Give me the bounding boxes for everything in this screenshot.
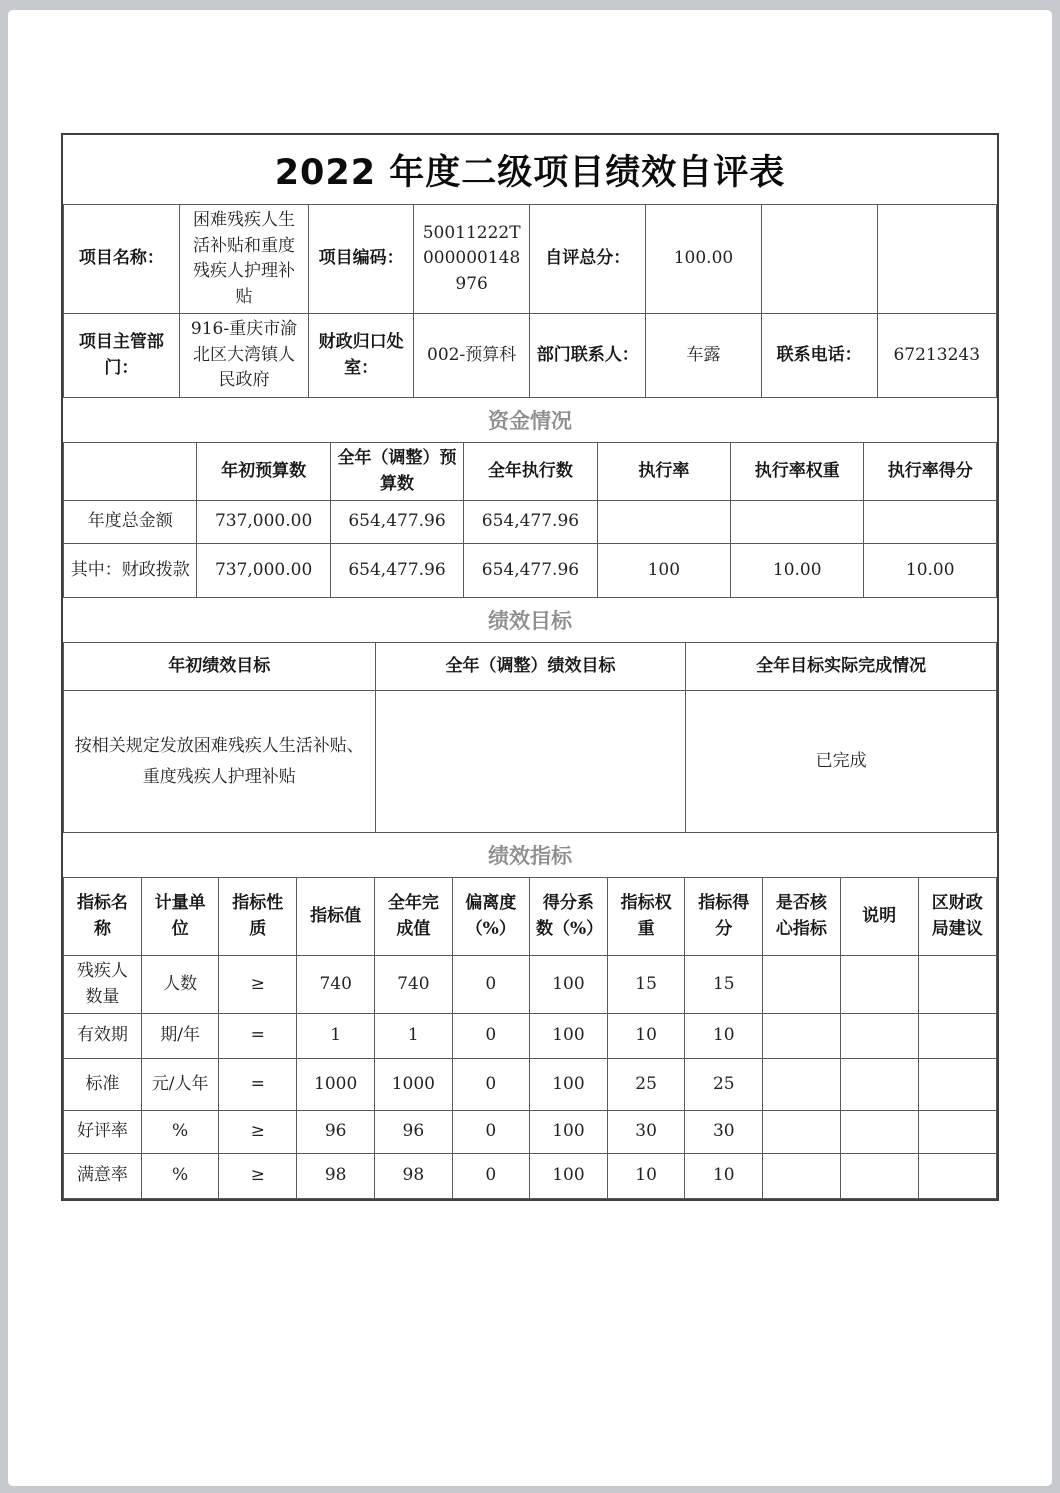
finance-office-value: 002-预算科 bbox=[413, 314, 530, 398]
goals-content-row bbox=[64, 691, 997, 833]
section-title-funding: 资金情况 bbox=[488, 409, 572, 433]
indicator-cell bbox=[840, 1111, 918, 1154]
funding-header-rate-weight: 执行率权重 bbox=[731, 443, 864, 501]
indicator-cell: 人数 bbox=[141, 956, 218, 1014]
funding-cell: 654,477.96 bbox=[330, 544, 463, 598]
goals-initial-value: 按相关规定发放困难残疾人生活补贴、重度残疾人护理补贴 bbox=[64, 691, 376, 833]
self-score-value: 100.00 bbox=[646, 205, 762, 314]
indicator-cell: 740 bbox=[375, 956, 452, 1014]
indicator-name: 有效期 bbox=[64, 1014, 142, 1059]
funding-header-rate-score: 执行率得分 bbox=[864, 443, 997, 501]
funding-cell bbox=[864, 501, 997, 544]
goals-table bbox=[63, 642, 997, 833]
indicator-cell: 1 bbox=[297, 1014, 375, 1059]
indicator-cell: 1000 bbox=[375, 1059, 452, 1111]
contact-person-value: 车露 bbox=[646, 314, 762, 398]
indicator-cell bbox=[763, 1059, 840, 1111]
indicator-cell: 740 bbox=[297, 956, 375, 1014]
funding-cell: 654,477.96 bbox=[330, 501, 463, 544]
indicator-row bbox=[64, 1059, 997, 1111]
empty-cell bbox=[761, 205, 877, 314]
indicator-cell: ≥ bbox=[219, 1154, 297, 1199]
goals-header-actual: 全年目标实际完成情况 bbox=[686, 643, 997, 691]
indicator-cell: 0 bbox=[452, 1111, 529, 1154]
indicator-cell: 25 bbox=[607, 1059, 684, 1111]
funding-cell: 737,000.00 bbox=[197, 544, 330, 598]
funding-cell: 10.00 bbox=[864, 544, 997, 598]
goals-actual-value: 已完成 bbox=[686, 691, 997, 833]
indicator-cell bbox=[840, 956, 918, 1014]
contact-phone-label: 联系电话： bbox=[761, 314, 877, 398]
indicator-cell: 0 bbox=[452, 1059, 529, 1111]
indicator-header-score-coef: 得分系数（%） bbox=[529, 878, 607, 956]
indicator-row bbox=[64, 1111, 997, 1154]
indicator-cell: 100 bbox=[529, 1059, 607, 1111]
funding-row-label: 其中：财政拨款 bbox=[64, 544, 197, 598]
indicator-cell bbox=[840, 1154, 918, 1199]
indicator-cell bbox=[763, 1111, 840, 1154]
indicator-cell: 10 bbox=[607, 1014, 684, 1059]
contact-phone-value: 67213243 bbox=[877, 314, 996, 398]
indicator-cell: 15 bbox=[607, 956, 684, 1014]
table-row bbox=[64, 314, 997, 398]
indicator-cell: ≥ bbox=[219, 956, 297, 1014]
document-page bbox=[8, 10, 1052, 1486]
funding-row-label: 年度总金额 bbox=[64, 501, 197, 544]
indicator-cell: 96 bbox=[375, 1111, 452, 1154]
indicator-cell: % bbox=[141, 1111, 218, 1154]
indicator-cell: 10 bbox=[685, 1154, 763, 1199]
indicator-name: 满意率 bbox=[64, 1154, 142, 1199]
indicator-cell: 10 bbox=[607, 1154, 684, 1199]
indicator-header-nature: 指标性质 bbox=[219, 878, 297, 956]
funding-cell bbox=[597, 501, 730, 544]
indicator-cell bbox=[763, 956, 840, 1014]
indicator-cell: 10 bbox=[685, 1014, 763, 1059]
indicator-header-name: 指标名称 bbox=[64, 878, 142, 956]
evaluation-form-table bbox=[61, 133, 999, 1201]
indicator-header-score: 指标得分 bbox=[685, 878, 763, 956]
funding-header-initial-budget: 年初预算数 bbox=[197, 443, 330, 501]
section-title-indicators: 绩效指标 bbox=[488, 844, 572, 868]
finance-office-label: 财政归口处室： bbox=[309, 314, 413, 398]
goals-header-initial: 年初绩效目标 bbox=[64, 643, 376, 691]
indicator-name: 标准 bbox=[64, 1059, 142, 1111]
funding-row-total bbox=[64, 501, 997, 544]
indicator-header-deviation: 偏离度（%） bbox=[452, 878, 529, 956]
section-title-goals: 绩效目标 bbox=[488, 609, 572, 633]
indicator-row bbox=[64, 956, 997, 1014]
indicator-name: 好评率 bbox=[64, 1111, 142, 1154]
project-code-label: 项目编码： bbox=[309, 205, 413, 314]
indicator-cell: 100 bbox=[529, 1014, 607, 1059]
indicator-cell: 1 bbox=[375, 1014, 452, 1059]
indicator-cell: % bbox=[141, 1154, 218, 1199]
funding-header-row bbox=[64, 443, 997, 501]
funding-cell: 737,000.00 bbox=[197, 501, 330, 544]
indicator-cell: = bbox=[219, 1014, 297, 1059]
funding-header-execution-rate: 执行率 bbox=[597, 443, 730, 501]
goals-adjusted-value bbox=[375, 691, 686, 833]
indicator-cell bbox=[918, 956, 996, 1014]
funding-header-adjusted-budget: 全年（调整）预算数 bbox=[330, 443, 463, 501]
project-code-value: 50011222T000000148976 bbox=[413, 205, 530, 314]
indicator-cell bbox=[918, 1111, 996, 1154]
indicator-cell: 25 bbox=[685, 1059, 763, 1111]
goals-header-row bbox=[64, 643, 997, 691]
supervising-department-value: 916-重庆市渝北区大湾镇人民政府 bbox=[179, 314, 309, 398]
indicator-cell: 0 bbox=[452, 1014, 529, 1059]
indicator-cell: 期/年 bbox=[141, 1014, 218, 1059]
project-name-value: 困难残疾人生活补贴和重度残疾人护理补贴 bbox=[179, 205, 309, 314]
table-row bbox=[64, 205, 997, 314]
project-name-label: 项目名称： bbox=[64, 205, 180, 314]
indicator-cell bbox=[918, 1154, 996, 1199]
self-score-label: 自评总分： bbox=[530, 205, 646, 314]
indicator-header-target: 指标值 bbox=[297, 878, 375, 956]
indicator-cell bbox=[918, 1059, 996, 1111]
funding-table bbox=[63, 442, 997, 598]
indicator-cell bbox=[840, 1014, 918, 1059]
funding-cell: 100 bbox=[597, 544, 730, 598]
supervising-department-label: 项目主管部门： bbox=[64, 314, 180, 398]
indicator-header-completed: 全年完成值 bbox=[375, 878, 452, 956]
indicator-cell: 98 bbox=[297, 1154, 375, 1199]
indicator-cell bbox=[918, 1014, 996, 1059]
indicator-cell: 元/人年 bbox=[141, 1059, 218, 1111]
indicator-header-unit: 计量单位 bbox=[141, 878, 218, 956]
document-title: 2022 年度二级项目绩效自评表 bbox=[274, 152, 786, 193]
funding-header-executed: 全年执行数 bbox=[464, 443, 597, 501]
indicator-cell: 15 bbox=[685, 956, 763, 1014]
indicator-cell: = bbox=[219, 1059, 297, 1111]
indicator-row bbox=[64, 1014, 997, 1059]
indicator-cell bbox=[763, 1014, 840, 1059]
indicator-cell: 30 bbox=[685, 1111, 763, 1154]
funding-row-fiscal bbox=[64, 544, 997, 598]
contact-person-label: 部门联系人： bbox=[530, 314, 646, 398]
indicator-cell bbox=[763, 1154, 840, 1199]
indicator-cell: 96 bbox=[297, 1111, 375, 1154]
indicator-cell: 100 bbox=[529, 956, 607, 1014]
funding-cell: 654,477.96 bbox=[464, 544, 597, 598]
indicator-header-weight: 指标权重 bbox=[607, 878, 684, 956]
indicator-header-core: 是否核心指标 bbox=[763, 878, 840, 956]
empty-cell bbox=[877, 205, 996, 314]
indicator-header-note: 说明 bbox=[840, 878, 918, 956]
indicator-cell bbox=[840, 1059, 918, 1111]
indicator-cell: 100 bbox=[529, 1111, 607, 1154]
indicator-cell: ≥ bbox=[219, 1111, 297, 1154]
indicator-cell: 1000 bbox=[297, 1059, 375, 1111]
indicator-cell: 98 bbox=[375, 1154, 452, 1199]
indicator-row bbox=[64, 1154, 997, 1199]
project-info-table bbox=[63, 204, 997, 398]
indicator-name: 残疾人数量 bbox=[64, 956, 142, 1014]
indicator-header-bureau-advice: 区财政局建议 bbox=[918, 878, 996, 956]
indicators-header-row bbox=[64, 878, 997, 956]
funding-header-blank bbox=[64, 443, 197, 501]
funding-cell: 654,477.96 bbox=[464, 501, 597, 544]
indicator-cell: 100 bbox=[529, 1154, 607, 1199]
indicator-cell: 0 bbox=[452, 1154, 529, 1199]
goals-header-adjusted: 全年（调整）绩效目标 bbox=[375, 643, 686, 691]
indicator-cell: 30 bbox=[607, 1111, 684, 1154]
funding-cell bbox=[731, 501, 864, 544]
indicators-table bbox=[63, 877, 997, 1199]
funding-cell: 10.00 bbox=[731, 544, 864, 598]
indicator-cell: 0 bbox=[452, 956, 529, 1014]
